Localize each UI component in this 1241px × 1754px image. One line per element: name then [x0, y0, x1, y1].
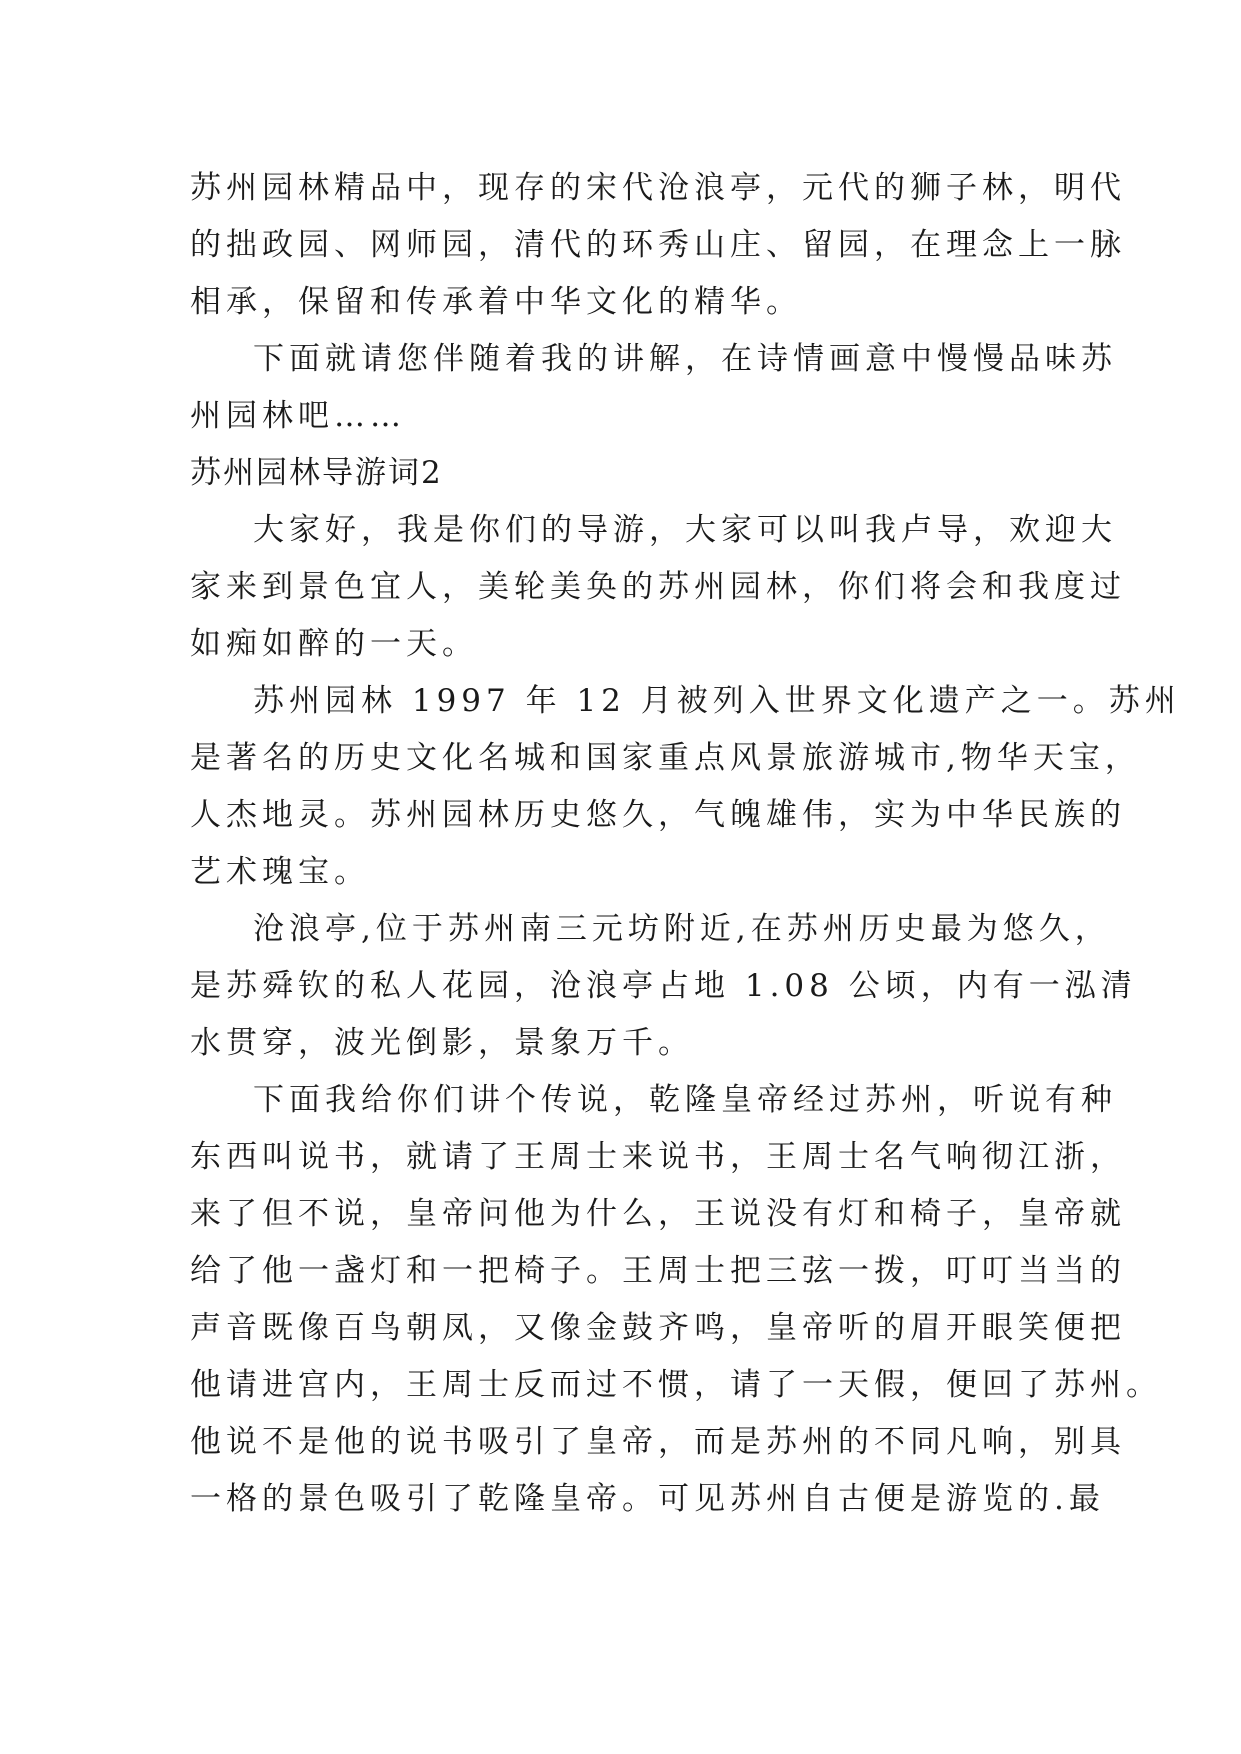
- body-text-line: 是苏舜钦的私人花园，沧浪亭占地 1.08 公顷，内有一泓清: [190, 968, 1137, 1004]
- body-text-line: 如痴如醉的一天。: [190, 626, 478, 662]
- body-text-line: 艺术瑰宝。: [190, 854, 370, 890]
- body-text-line: 相承，保留和传承着中华文化的精华。: [190, 284, 802, 320]
- body-text-line: 他请进宫内，王周士反而过不惯，请了一天假，便回了苏州。: [190, 1367, 1162, 1403]
- body-text-line: 给了他一盏灯和一把椅子。王周士把三弦一拨，叮叮当当的: [190, 1253, 1126, 1289]
- body-text-line: 他说不是他的说书吸引了皇帝，而是苏州的不同凡响，别具: [190, 1424, 1126, 1460]
- body-text-line: 苏州园林精品中，现存的宋代沧浪亭，元代的狮子林，明代: [190, 170, 1126, 206]
- body-text-line: 人杰地灵。苏州园林历史悠久，气魄雄伟，实为中华民族的: [190, 797, 1126, 833]
- paragraph-first-line: 大家好，我是你们的导游，大家可以叫我卢导，欢迎大: [253, 512, 1117, 548]
- section-heading: 苏州园林导游词2: [190, 455, 443, 491]
- paragraph-first-line: 下面我给你们讲个传说，乾隆皇帝经过苏州，听说有种: [253, 1082, 1117, 1118]
- paragraph-first-line: 苏州园林 1997 年 12 月被列入世界文化遗产之一。苏州: [253, 683, 1181, 719]
- body-text-line: 的拙政园、网师园，清代的环秀山庄、留园，在理念上一脉: [190, 227, 1126, 263]
- body-text-line: 水贯穿，波光倒影，景象万千。: [190, 1025, 694, 1061]
- body-text-line: 是著名的历史文化名城和国家重点风景旅游城市,物华天宝，: [190, 740, 1141, 776]
- body-text-line: 东西叫说书，就请了王周士来说书，王周士名气响彻江浙，: [190, 1139, 1126, 1175]
- body-text-line: 州园林吧……: [190, 398, 406, 434]
- body-text-line: 声音既像百鸟朝凤，又像金鼓齐鸣，皇帝听的眉开眼笑便把: [190, 1310, 1126, 1346]
- body-text-line: 来了但不说，皇帝问他为什么，王说没有灯和椅子，皇帝就: [190, 1196, 1126, 1232]
- body-text-line: 家来到景色宜人，美轮美奂的苏州园林，你们将会和我度过: [190, 569, 1126, 605]
- body-text-line: 一格的景色吸引了乾隆皇帝。可见苏州自古便是游览的.最: [190, 1481, 1105, 1517]
- paragraph-first-line: 沧浪亭,位于苏州南三元坊附近,在苏州历史最为悠久，: [253, 911, 1111, 947]
- paragraph-first-line: 下面就请您伴随着我的讲解，在诗情画意中慢慢品味苏: [253, 341, 1117, 377]
